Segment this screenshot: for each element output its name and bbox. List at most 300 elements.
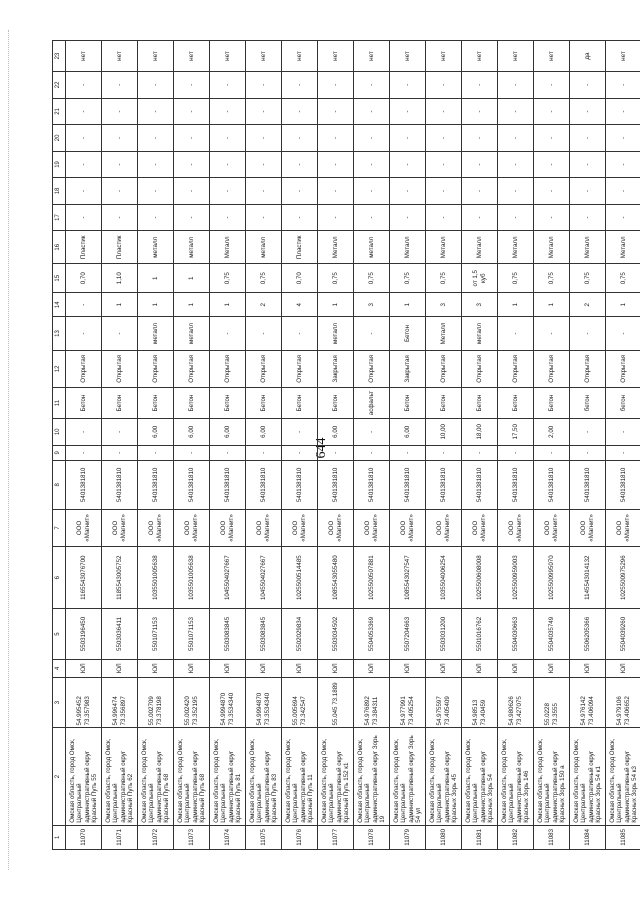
table-cell: 5401381810 bbox=[66, 461, 102, 510]
table-cell: 11084 bbox=[570, 825, 606, 849]
header-cell: 4 bbox=[53, 659, 66, 677]
table-cell: Открытая bbox=[462, 350, 498, 388]
table-cell: 2 bbox=[246, 293, 282, 317]
table-cell: 6,00 bbox=[318, 419, 354, 446]
table-cell: Металл bbox=[606, 231, 640, 264]
table-cell: - bbox=[498, 125, 534, 152]
table-cell: 11078 bbox=[354, 825, 390, 849]
table-cell: нет bbox=[606, 41, 640, 72]
table-cell: - bbox=[606, 419, 640, 446]
table-cell: 1035501005638 bbox=[138, 547, 174, 609]
table-cell: 1 bbox=[606, 293, 640, 317]
table-cell: Открытая bbox=[354, 350, 390, 388]
table-cell: 11083 bbox=[534, 825, 570, 849]
header-cell: 14 bbox=[53, 293, 66, 317]
table-cell: 54.996474 73.356897 bbox=[102, 677, 138, 728]
table-cell: Металл bbox=[534, 231, 570, 264]
table-cell: 5501016762 bbox=[462, 609, 498, 660]
table-cell: 1 bbox=[534, 293, 570, 317]
header-cell: 18 bbox=[53, 178, 66, 205]
table-cell: Бетон bbox=[282, 388, 318, 419]
table-cell: 55.005694 73.342547 bbox=[282, 677, 318, 728]
table-cell: ООО «Магнит» bbox=[354, 509, 390, 547]
table-cell: Бетон bbox=[138, 388, 174, 419]
table-cell: Омская область, город Омск, Центральный административный округ Красных Зорь 146 bbox=[498, 728, 534, 825]
table-cell: ЮЛ bbox=[66, 659, 102, 677]
table-cell: - bbox=[534, 445, 570, 460]
table-cell: Открытая bbox=[282, 350, 318, 388]
header-cell: 21 bbox=[53, 98, 66, 125]
table-cell: ООО «Магнит» bbox=[570, 509, 606, 547]
table-cell: металл bbox=[138, 231, 174, 264]
table-cell: - bbox=[426, 72, 462, 99]
table-cell: ЮЛ bbox=[102, 659, 138, 677]
table-cell: Пластик bbox=[282, 231, 318, 264]
header-cell: 8 bbox=[53, 461, 66, 510]
table-cell: 5401381810 bbox=[138, 461, 174, 510]
table-cell: Омская область, город Омск, Центральный административный округ Красный Путь 62 bbox=[102, 728, 138, 825]
table-cell: ЮЛ bbox=[606, 659, 640, 677]
table-cell: 0,75 bbox=[498, 264, 534, 293]
table-cell: металл bbox=[462, 317, 498, 350]
table-cell: Закрытая bbox=[318, 350, 354, 388]
table-cell: - bbox=[282, 445, 318, 460]
table-cell: 54.9994870 73.3534340 bbox=[210, 677, 246, 728]
table-cell: Открытая bbox=[570, 350, 606, 388]
table-cell: Металл bbox=[426, 317, 462, 350]
table-cell: - bbox=[570, 317, 606, 350]
header-cell: 15 bbox=[53, 264, 66, 293]
table-cell: Открытая bbox=[246, 350, 282, 388]
header-cell: 1 bbox=[53, 825, 66, 849]
table-cell: - bbox=[570, 445, 606, 460]
table-cell: - bbox=[534, 317, 570, 350]
table-cell: - bbox=[282, 98, 318, 125]
table-cell: - bbox=[174, 204, 210, 231]
table-cell: - bbox=[138, 98, 174, 125]
table-cell: нет bbox=[534, 41, 570, 72]
table-cell: 3 bbox=[354, 293, 390, 317]
table-cell: - bbox=[426, 98, 462, 125]
table-cell: - bbox=[498, 204, 534, 231]
table-cell: - bbox=[66, 98, 102, 125]
table-cell: - bbox=[462, 445, 498, 460]
header-cell: 9 bbox=[53, 445, 66, 460]
table-cell: от 1,5 куб bbox=[462, 264, 498, 293]
table-cell: Бетон bbox=[390, 388, 426, 419]
table-cell: 6,00 bbox=[390, 419, 426, 446]
table-cell: 6,00 bbox=[246, 419, 282, 446]
table-cell: Омская область, город Омск, Центральный административный округ Красных Зорь 45 bbox=[426, 728, 462, 825]
table-cell: металл bbox=[318, 317, 354, 350]
table-row bbox=[174, 41, 210, 850]
table-cell: - bbox=[102, 151, 138, 178]
table-cell: Бетон bbox=[102, 388, 138, 419]
table-cell: 1 bbox=[138, 264, 174, 293]
table-cell: 55.002709 73.378198 bbox=[138, 677, 174, 728]
table-cell: 11079 bbox=[390, 825, 426, 849]
table-cell: 11077 bbox=[318, 825, 354, 849]
table-cell: 1025500995070 bbox=[534, 547, 570, 609]
table-cell: Омская область, город Омск, Центральный административный округ Красный Путь 83 bbox=[246, 728, 282, 825]
table-cell: 1025500507881 bbox=[354, 547, 390, 609]
table-cell: - bbox=[138, 125, 174, 152]
table-cell: 1025500514485 bbox=[282, 547, 318, 609]
table-cell: Бетон bbox=[534, 388, 570, 419]
table-cell: - bbox=[282, 151, 318, 178]
table-cell: - bbox=[534, 151, 570, 178]
table-cell: 54.98513 73.40459 bbox=[462, 677, 498, 728]
table-cell: ООО «Магнит» bbox=[462, 509, 498, 547]
table-cell: Открытая bbox=[174, 350, 210, 388]
table-cell: 55.0228 73.3555 bbox=[534, 677, 570, 728]
table-cell: нет bbox=[390, 41, 426, 72]
header-cell: 2 bbox=[53, 728, 66, 825]
table-cell: Омская область, город Омск, Центральный административный округ Красных Зорь 54 к1 bbox=[570, 728, 606, 825]
table-cell: 55.002420 73.352195 bbox=[174, 677, 210, 728]
table-header-row bbox=[53, 41, 66, 850]
table-cell: 11080 bbox=[426, 825, 462, 849]
table-cell: ООО «Магнит» bbox=[66, 509, 102, 547]
table-cell: Омская область, город Омск, Центральный административный округ Зорь 54 ул bbox=[390, 728, 426, 825]
table-cell: 11075 bbox=[246, 825, 282, 849]
table-cell: 1 bbox=[390, 293, 426, 317]
table-cell: ООО «Магнит» bbox=[498, 509, 534, 547]
table-cell: - bbox=[426, 151, 462, 178]
table-cell: 11081 bbox=[462, 825, 498, 849]
table-cell: 54.9994870 73.3534340 bbox=[246, 677, 282, 728]
table-row bbox=[534, 41, 570, 850]
table-row bbox=[354, 41, 390, 850]
table-cell: ООО «Магнит» bbox=[606, 509, 640, 547]
table-cell: металл bbox=[246, 231, 282, 264]
table-cell: 5401381810 bbox=[318, 461, 354, 510]
table-cell: нет bbox=[246, 41, 282, 72]
table-cell: - bbox=[606, 204, 640, 231]
table-cell: - bbox=[606, 151, 640, 178]
table-cell: - bbox=[66, 72, 102, 99]
table-cell: ЮЛ bbox=[534, 659, 570, 677]
table-cell: - bbox=[570, 178, 606, 205]
table-cell: - bbox=[534, 204, 570, 231]
table-cell: ЮЛ bbox=[282, 659, 318, 677]
table-cell: Омская область, город Омск, Центральный административный округ Красный Путь 68 bbox=[138, 728, 174, 825]
table-cell: - bbox=[210, 151, 246, 178]
table-cell: - bbox=[138, 151, 174, 178]
table-row bbox=[606, 41, 640, 850]
table-cell: - bbox=[426, 445, 462, 460]
table-cell: - bbox=[102, 125, 138, 152]
table-cell: металл bbox=[354, 231, 390, 264]
table-cell: - bbox=[102, 317, 138, 350]
table-cell: 1 bbox=[102, 293, 138, 317]
table-cell: 5503083845 bbox=[246, 609, 282, 660]
table-cell: 0,70 bbox=[282, 264, 318, 293]
table-cell: 11071 bbox=[102, 825, 138, 849]
table-cell: - bbox=[318, 72, 354, 99]
table-cell: ООО «Магнит» bbox=[318, 509, 354, 547]
table-cell: Бетон bbox=[390, 317, 426, 350]
table-cell: - bbox=[138, 72, 174, 99]
table-cell: - bbox=[210, 125, 246, 152]
table-cell: - bbox=[102, 72, 138, 99]
table-row bbox=[138, 41, 174, 850]
table-row bbox=[318, 41, 354, 850]
margin-guide bbox=[8, 30, 11, 870]
header-cell: 19 bbox=[53, 151, 66, 178]
table-cell: - bbox=[246, 151, 282, 178]
header-cell: 3 bbox=[53, 677, 66, 728]
header-cell: 6 bbox=[53, 547, 66, 609]
table-cell: 5502029834 bbox=[282, 609, 318, 660]
table-cell: 1085543027547 bbox=[390, 547, 426, 609]
table-cell: - bbox=[66, 419, 102, 446]
table-cell: 5507204663 bbox=[390, 609, 426, 660]
table-cell: - bbox=[390, 98, 426, 125]
table-cell: - bbox=[354, 72, 390, 99]
table-cell: 17,50 bbox=[498, 419, 534, 446]
table-row bbox=[282, 41, 318, 850]
table-cell: 5401381810 bbox=[246, 461, 282, 510]
table-cell: 5503034502 bbox=[318, 609, 354, 660]
table-cell: 11072 bbox=[138, 825, 174, 849]
header-cell: 16 bbox=[53, 231, 66, 264]
table-cell: металл bbox=[138, 317, 174, 350]
table-row bbox=[426, 41, 462, 850]
header-cell: 11 bbox=[53, 388, 66, 419]
table-cell: 11073 bbox=[174, 825, 210, 849]
table-cell: - bbox=[390, 204, 426, 231]
table-cell: Металл bbox=[318, 231, 354, 264]
table-cell: - bbox=[390, 178, 426, 205]
table-cell: - bbox=[174, 125, 210, 152]
table-cell: - bbox=[498, 151, 534, 178]
table-cell: ЮЛ bbox=[318, 659, 354, 677]
table-cell: - bbox=[462, 151, 498, 178]
table-cell: ЮЛ bbox=[570, 659, 606, 677]
table-cell: 1 bbox=[498, 293, 534, 317]
table-cell: 5504030663 bbox=[498, 609, 534, 660]
table-cell: Открытая bbox=[606, 350, 640, 388]
table-cell: 1085543055480 bbox=[318, 547, 354, 609]
table-cell: - bbox=[282, 72, 318, 99]
table-cell: Металл bbox=[462, 231, 498, 264]
table-cell: 1025500608008 bbox=[462, 547, 498, 609]
table-cell: Омская область, город Омск, Центральный административный округ Красных Зорь 54 bbox=[462, 728, 498, 825]
table-cell: Открытая bbox=[210, 350, 246, 388]
table-cell: - bbox=[210, 204, 246, 231]
table-cell: - bbox=[210, 72, 246, 99]
header-cell: 12 bbox=[53, 350, 66, 388]
header-cell: 17 bbox=[53, 204, 66, 231]
table-cell: 5501071153 bbox=[174, 609, 210, 660]
table-cell: - bbox=[390, 445, 426, 460]
table-cell: - bbox=[318, 125, 354, 152]
table-cell: Бетон bbox=[318, 388, 354, 419]
table-row bbox=[570, 41, 606, 850]
table-cell: Металл bbox=[390, 231, 426, 264]
table-cell: 11085 bbox=[606, 825, 640, 849]
table-cell: Бетон bbox=[498, 388, 534, 419]
table-cell: 1035504006254 bbox=[426, 547, 462, 609]
table-cell: - bbox=[282, 204, 318, 231]
table-cell: 55.045 73.1889 bbox=[318, 677, 354, 728]
table-cell: 5504053369 bbox=[354, 609, 390, 660]
table-cell: 5503036411 bbox=[102, 609, 138, 660]
table-cell: 54.995452 73.357983 bbox=[66, 677, 102, 728]
table-cell: Омская область, город Омск, Центральный административный округ Красный Путь 152 к1 bbox=[318, 728, 354, 825]
table-cell: - bbox=[66, 293, 102, 317]
table-cell: 0,75 bbox=[246, 264, 282, 293]
table-row bbox=[210, 41, 246, 850]
table-cell: - bbox=[282, 419, 318, 446]
table-cell: - bbox=[354, 151, 390, 178]
table-cell: 5401381810 bbox=[390, 461, 426, 510]
table-cell: Омская область, город Омск, Центральный административный округ Красных Зорь 150 а bbox=[534, 728, 570, 825]
table-cell: 11082 bbox=[498, 825, 534, 849]
table-cell: 1165543076700 bbox=[66, 547, 102, 609]
table-cell: 3 bbox=[462, 293, 498, 317]
table-cell: Омская область, город Омск, Центральный административный округ Красный Путь 55 bbox=[66, 728, 102, 825]
table-cell: 10,00 bbox=[426, 419, 462, 446]
table-cell: Бетон bbox=[174, 388, 210, 419]
table-cell: 5401381810 bbox=[282, 461, 318, 510]
table-cell: - bbox=[282, 178, 318, 205]
table-cell: Открытая bbox=[426, 350, 462, 388]
table-cell: ЮЛ bbox=[462, 659, 498, 677]
table-cell: 54.979106 73.406652 bbox=[606, 677, 640, 728]
table-cell: 1 bbox=[318, 293, 354, 317]
table-cell: ООО «Магнит» bbox=[174, 509, 210, 547]
table-cell: Металл bbox=[210, 231, 246, 264]
table-cell: нет bbox=[210, 41, 246, 72]
table-cell: Пластик bbox=[102, 231, 138, 264]
table-cell: нет bbox=[318, 41, 354, 72]
table-cell: - bbox=[534, 125, 570, 152]
table-cell: - bbox=[498, 317, 534, 350]
table-cell: Открытая bbox=[138, 350, 174, 388]
table-cell: ЮЛ bbox=[210, 659, 246, 677]
table-cell: - bbox=[354, 317, 390, 350]
table-cell: 1185543005752 bbox=[102, 547, 138, 609]
table-cell: ЮЛ bbox=[426, 659, 462, 677]
table-cell: Омская область, город Омск, Центральный административный округ Красных Зорь 54 к3 bbox=[606, 728, 640, 825]
table-cell: 5504039260 bbox=[606, 609, 640, 660]
table-cell: - bbox=[390, 151, 426, 178]
table-cell: - bbox=[354, 125, 390, 152]
table-cell: 1025500959003 bbox=[498, 547, 534, 609]
table-cell: - bbox=[570, 125, 606, 152]
table-cell: 18,00 bbox=[462, 419, 498, 446]
table-cell: - bbox=[66, 204, 102, 231]
table-cell: Открытая bbox=[498, 350, 534, 388]
table-cell: Бетон bbox=[246, 388, 282, 419]
table-cell: 54.977991 73.405254 bbox=[390, 677, 426, 728]
table-row bbox=[498, 41, 534, 850]
table-cell: ЮЛ bbox=[138, 659, 174, 677]
table-cell: 5506205366 bbox=[570, 609, 606, 660]
table-cell: - bbox=[138, 445, 174, 460]
table-cell: - bbox=[246, 72, 282, 99]
table-cell: 1025500975296 bbox=[606, 547, 640, 609]
table-cell: 11070 bbox=[66, 825, 102, 849]
table-cell: Омская область, город Омск, Центральный административный округ Зорь 19 bbox=[354, 728, 390, 825]
table-cell: нет bbox=[426, 41, 462, 72]
table-cell: - bbox=[210, 178, 246, 205]
table-cell: - bbox=[606, 178, 640, 205]
table-cell: 1045504027667 bbox=[246, 547, 282, 609]
table-cell: 54.976892 73.384311 bbox=[354, 677, 390, 728]
table-cell: 0,70 bbox=[66, 264, 102, 293]
table-cell: - bbox=[606, 317, 640, 350]
table-cell: - bbox=[498, 178, 534, 205]
table-cell: ЮЛ bbox=[174, 659, 210, 677]
header-cell: 22 bbox=[53, 72, 66, 99]
table-cell: - bbox=[390, 125, 426, 152]
table-cell: - bbox=[318, 204, 354, 231]
table-cell: - bbox=[534, 98, 570, 125]
table-cell: 0,75 bbox=[606, 264, 640, 293]
header-cell: 20 bbox=[53, 125, 66, 152]
table-cell: 0,75 bbox=[570, 264, 606, 293]
table-cell: да bbox=[570, 41, 606, 72]
table-row bbox=[102, 41, 138, 850]
table-row bbox=[462, 41, 498, 850]
table-cell: - bbox=[498, 445, 534, 460]
table-cell: - bbox=[174, 178, 210, 205]
table-cell: 1035501005638 bbox=[174, 547, 210, 609]
table-cell: 5401381810 bbox=[570, 461, 606, 510]
table-cell: 5503196450 bbox=[66, 609, 102, 660]
table-cell: - bbox=[102, 419, 138, 446]
table-cell: 1 bbox=[174, 293, 210, 317]
table-cell: - bbox=[498, 98, 534, 125]
table-cell: - bbox=[462, 204, 498, 231]
table-cell: 0,75 bbox=[318, 264, 354, 293]
table-cell: - bbox=[354, 98, 390, 125]
table-cell: 2,00 bbox=[534, 419, 570, 446]
table-cell: - bbox=[318, 151, 354, 178]
table-cell: - bbox=[138, 204, 174, 231]
table-cell: ООО «Магнит» bbox=[426, 509, 462, 547]
table-cell: бетон bbox=[570, 388, 606, 419]
table-cell: Открытая bbox=[102, 350, 138, 388]
table-cell: - bbox=[462, 178, 498, 205]
table-cell: нет bbox=[66, 41, 102, 72]
table-cell: - bbox=[570, 204, 606, 231]
table-cell: - bbox=[318, 445, 354, 460]
table-cell: Бетон bbox=[426, 388, 462, 419]
table-cell: 1145543014132 bbox=[570, 547, 606, 609]
table-cell: 0,75 bbox=[390, 264, 426, 293]
header-cell: 10 bbox=[53, 419, 66, 446]
rotated-table-container bbox=[52, 40, 640, 850]
table-cell: - bbox=[174, 151, 210, 178]
table-cell: 6,00 bbox=[174, 419, 210, 446]
table-cell: асфальт bbox=[354, 388, 390, 419]
table-cell: 1 bbox=[138, 293, 174, 317]
table-cell: - bbox=[354, 204, 390, 231]
table-row bbox=[390, 41, 426, 850]
table-cell: - bbox=[174, 72, 210, 99]
table-cell: Открытая bbox=[534, 350, 570, 388]
registry-table bbox=[52, 40, 640, 850]
table-cell: нет bbox=[174, 41, 210, 72]
table-cell: - bbox=[66, 445, 102, 460]
table-cell: - bbox=[210, 317, 246, 350]
table-cell: 5504035749 bbox=[534, 609, 570, 660]
table-cell: ЮЛ bbox=[246, 659, 282, 677]
